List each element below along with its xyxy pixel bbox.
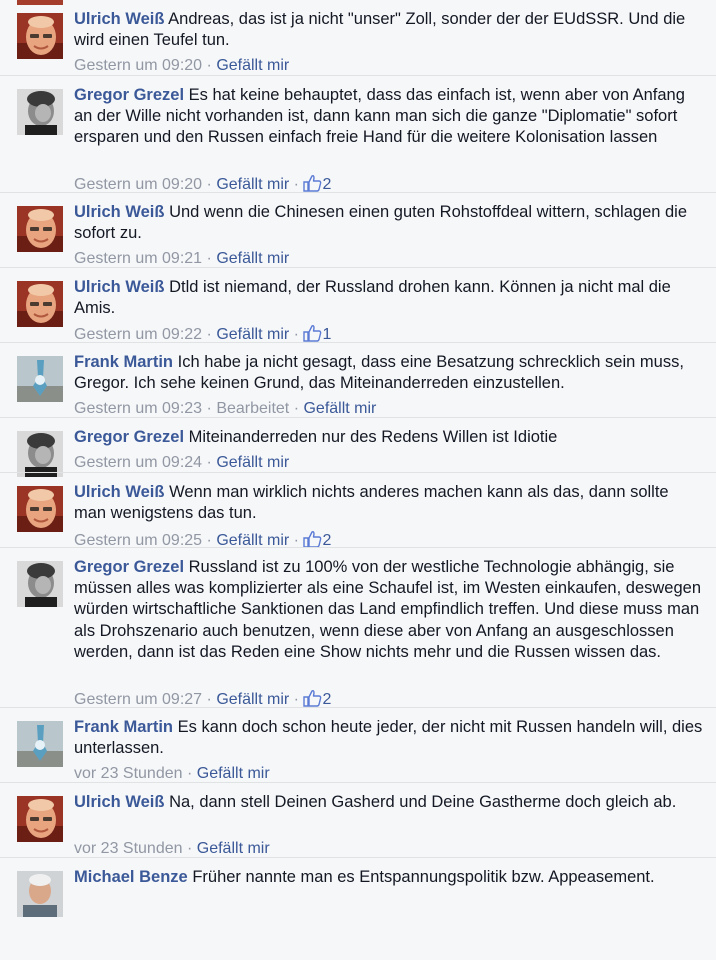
comment-item [0, 857, 716, 960]
comment-body [74, 482, 704, 524]
like-count-value: 2 [322, 532, 332, 549]
separator: · [206, 532, 212, 549]
comment-timestamp[interactable]: Gestern um 09:22 [74, 326, 203, 343]
comment-body [74, 85, 704, 149]
separator: · [206, 176, 212, 193]
avatar[interactable] [17, 871, 63, 917]
thumbs-up-icon [303, 689, 322, 707]
comment-body [74, 427, 704, 448]
comment-text: Es kann doch schon heute jeder, der nicht mit Russen handeln will, dies unterlassen. [74, 718, 703, 758]
avatar[interactable] [17, 561, 63, 607]
like-button[interactable]: Gefällt mir [216, 250, 290, 267]
thumbs-up-icon [303, 174, 322, 192]
separator: · [293, 400, 300, 417]
comment-text: Andreas, das ist ja nicht "unser" Zoll, sonder der der EUdSSR. Und die wird einen Teufel tun. [74, 10, 686, 50]
comment-author[interactable]: Ulrich Weiß [74, 483, 165, 501]
avatar[interactable] [17, 89, 63, 135]
comment-text: Wenn man wirklich nichts anderes machen kann als das, dann sollte man wenigstens das tun. [74, 483, 669, 523]
like-button[interactable]: Gefällt mir [216, 57, 290, 74]
comment-author[interactable]: Ulrich Weiß [74, 203, 165, 221]
comment-text: Russland ist zu 100% von der westliche Technologie abhängig, sie müssen alles was komplizierter als eine Schaufel ist, im Westen einkaufen, deswegen würden wirtschaftliche Sanktionen das Land empfindlich treffen. Und diese muss man als Drohszenario auch benutzen, wenn diese aber von Anfang an ausgeschlossen werden, dann ist das Reden eine Show nichts mehr und die Russen wissen das. [74, 558, 701, 661]
like-count-value: 2 [322, 176, 332, 193]
comment-author[interactable]: Ulrich Weiß [74, 793, 165, 811]
like-button[interactable]: Gefällt mir [196, 765, 270, 782]
separator: · [293, 532, 299, 549]
comment-body [74, 717, 704, 759]
like-button[interactable]: Gefällt mir [216, 454, 290, 471]
like-button[interactable]: Gefällt mir [216, 326, 290, 343]
like-count[interactable] [303, 326, 331, 343]
comment-text: Dtld ist niemand, der Russland drohen kann. Können ja nicht mal die Amis. [74, 278, 671, 318]
comment-meta [74, 399, 376, 419]
comment-text: Früher nannte man es Entspannungspolitik bzw. Appeasement. [192, 868, 655, 886]
separator: · [293, 176, 299, 193]
comment-timestamp[interactable]: vor 23 Stunden [74, 840, 183, 857]
comment-meta [74, 249, 289, 269]
separator: · [186, 840, 193, 857]
like-button[interactable]: Gefällt mir [303, 400, 377, 417]
comment-author[interactable]: Ulrich Weiß [74, 10, 165, 28]
comment-timestamp[interactable]: Gestern um 09:20 [74, 176, 203, 193]
like-button[interactable]: Gefällt mir [216, 176, 290, 193]
comment-body [74, 792, 704, 813]
comment-body [74, 352, 704, 394]
avatar[interactable] [17, 13, 63, 59]
comment-text: Es hat keine behauptet, dass das einfach ist, wenn aber von Anfang an der Wille nicht vorhanden ist, dann kann man sich die ganze "Diplomatie" sofort ersparen und den Russen einfach freie Hand für die weitere Kolonisation lassen [74, 86, 685, 147]
separator: · [186, 765, 193, 782]
thumbs-up-icon [303, 530, 322, 548]
comment-meta [74, 56, 289, 76]
comment-timestamp[interactable]: vor 23 Stunden [74, 765, 183, 782]
comment-body [74, 202, 704, 244]
comment-author[interactable]: Frank Martin [74, 353, 174, 371]
like-button[interactable]: Gefällt mir [196, 840, 270, 857]
thumbs-up-icon [303, 324, 322, 342]
comment-body [74, 277, 704, 319]
like-count[interactable] [303, 691, 331, 708]
comment-timestamp[interactable]: Gestern um 09:21 [74, 250, 203, 267]
comment-author[interactable]: Frank Martin [74, 718, 174, 736]
comment-author[interactable]: Gregor Grezel [74, 428, 185, 446]
separator: · [293, 326, 299, 343]
separator: · [293, 691, 299, 708]
comment-body [74, 9, 704, 51]
like-count-value: 1 [322, 326, 332, 343]
avatar[interactable] [17, 721, 63, 767]
avatar[interactable] [17, 206, 63, 252]
comment-item [0, 75, 716, 206]
separator: · [206, 326, 212, 343]
comment-text: Na, dann stell Deinen Gasherd und Deine Gastherme doch gleich ab. [169, 793, 677, 811]
separator: · [206, 57, 212, 74]
comment-text: Und wenn die Chinesen einen guten Rohstoffdeal wittern, schlagen die sofort zu. [74, 203, 688, 243]
comment-timestamp[interactable]: Gestern um 09:24 [74, 454, 203, 471]
comment-author[interactable]: Gregor Grezel [74, 86, 185, 104]
comment-item [0, 547, 716, 721]
comment-meta [74, 764, 270, 784]
comment-body [74, 557, 704, 663]
avatar[interactable] [17, 486, 63, 532]
comment-author[interactable]: Ulrich Weiß [74, 278, 165, 296]
edited-label[interactable]: Bearbeitet [216, 400, 290, 417]
comment-meta [74, 453, 289, 473]
comment-timestamp[interactable]: Gestern um 09:27 [74, 691, 203, 708]
like-button[interactable]: Gefällt mir [216, 532, 290, 549]
separator: · [206, 400, 212, 417]
comment-author[interactable]: Gregor Grezel [74, 558, 185, 576]
separator: · [206, 691, 212, 708]
comment-body [74, 867, 704, 888]
avatar[interactable] [17, 356, 63, 402]
avatar[interactable] [17, 431, 63, 477]
avatar[interactable] [17, 796, 63, 842]
like-count-value: 2 [322, 691, 332, 708]
separator: · [206, 454, 212, 471]
comment-meta [74, 839, 270, 859]
comment-text: Miteinanderreden nur des Redens Willen ist Idiotie [188, 428, 558, 446]
comment-timestamp[interactable]: Gestern um 09:20 [74, 57, 203, 74]
comment-timestamp[interactable]: Gestern um 09:25 [74, 532, 203, 549]
like-button[interactable]: Gefällt mir [216, 691, 290, 708]
comment-author[interactable]: Michael Benze [74, 868, 188, 886]
separator: · [206, 250, 212, 267]
comment-timestamp[interactable]: Gestern um 09:23 [74, 400, 203, 417]
like-count[interactable] [303, 176, 331, 193]
avatar[interactable] [17, 281, 63, 327]
comment-text: Ich habe ja nicht gesagt, dass eine Besatzung schrecklich sein muss, Gregor. Ich sehe keinen Grund, das Miteinanderreden einzustellen. [74, 353, 684, 393]
